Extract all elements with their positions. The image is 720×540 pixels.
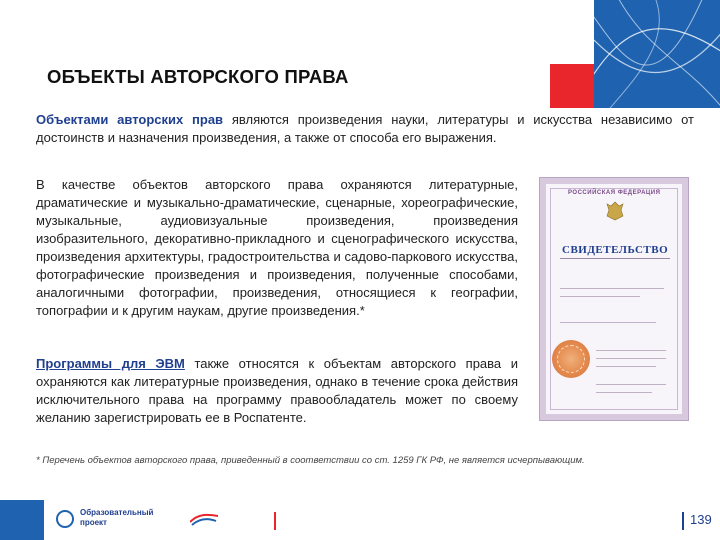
logo-line-1: Образовательный [80,508,154,517]
blue-pattern-block [594,0,720,108]
software-paragraph [36,355,518,427]
certificate-line [560,322,656,323]
intro-paragraph [36,111,694,147]
page-title: ОБЪЕКТЫ АВТОРСКОГО ПРАВА [47,66,349,87]
footer-blue-corner [0,500,44,540]
certificate-title: СВИДЕТЕЛЬСТВО [562,244,669,256]
header-decoration [550,0,720,100]
page-number: 139 [690,512,712,527]
coat-of-arms-icon [604,200,626,222]
logo-text [80,508,153,528]
intro-text: являются произведения науки, литературы и искусства независимо от достоинств и назначения произведения, а также от способа его выражения. [36,112,695,145]
software-text: также относятся к объектам авторского права и охраняются как литературные произведения, однако в течение срока действия исключительного права на программу правообладатель может по своему желанию зарегистрировать ее в Роспатенте. [36,356,518,425]
globe-icon [56,510,74,528]
certificate-seal [552,340,590,378]
certificate-line [560,296,640,297]
certificate-image [540,178,688,420]
certificate-line [560,288,664,289]
software-bold-term: Программы для ЭВМ [36,356,185,371]
certificate-line [596,358,666,359]
swoosh-icon [190,512,218,526]
certificate-line [596,392,652,393]
objects-paragraph: В качестве объектов авторского права охраняются литературные, драматические и музыкально-драматические, сценарные, хореографические, музыкальные, аудиовизуальные произведения, произведения изобразительного, декоративно-прикладного и сценографического искусства, произведения архитектуры, градостроительства и садово-паркового искусства, фотографические произведения и произведения, полученные способами, аналогичными фотографии, произведения, относящиеся к географии, топографии и к другим наукам, другие произведения.* [36,177,518,318]
footer-divider-red [274,512,276,530]
curve-pattern-icon [594,0,720,108]
red-accent-square [550,64,594,108]
certificate-line [596,350,666,351]
partner-logo [186,506,272,534]
intro-bold-term: Объектами авторских прав [36,112,224,127]
certificate-subline [560,258,670,261]
certificate-line [596,384,666,385]
footer-divider-blue [682,512,684,530]
certificate-line [596,366,656,367]
logo-line-2: проект [80,518,107,527]
certificate-header: РОССИЙСКАЯ ФЕДЕРАЦИЯ [568,190,661,196]
education-project-logo [56,506,166,534]
footnote: * Перечень объектов авторского права, приведенный в соответствии со ст. 1259 ГК РФ, не является исчерпывающим. [36,455,585,466]
